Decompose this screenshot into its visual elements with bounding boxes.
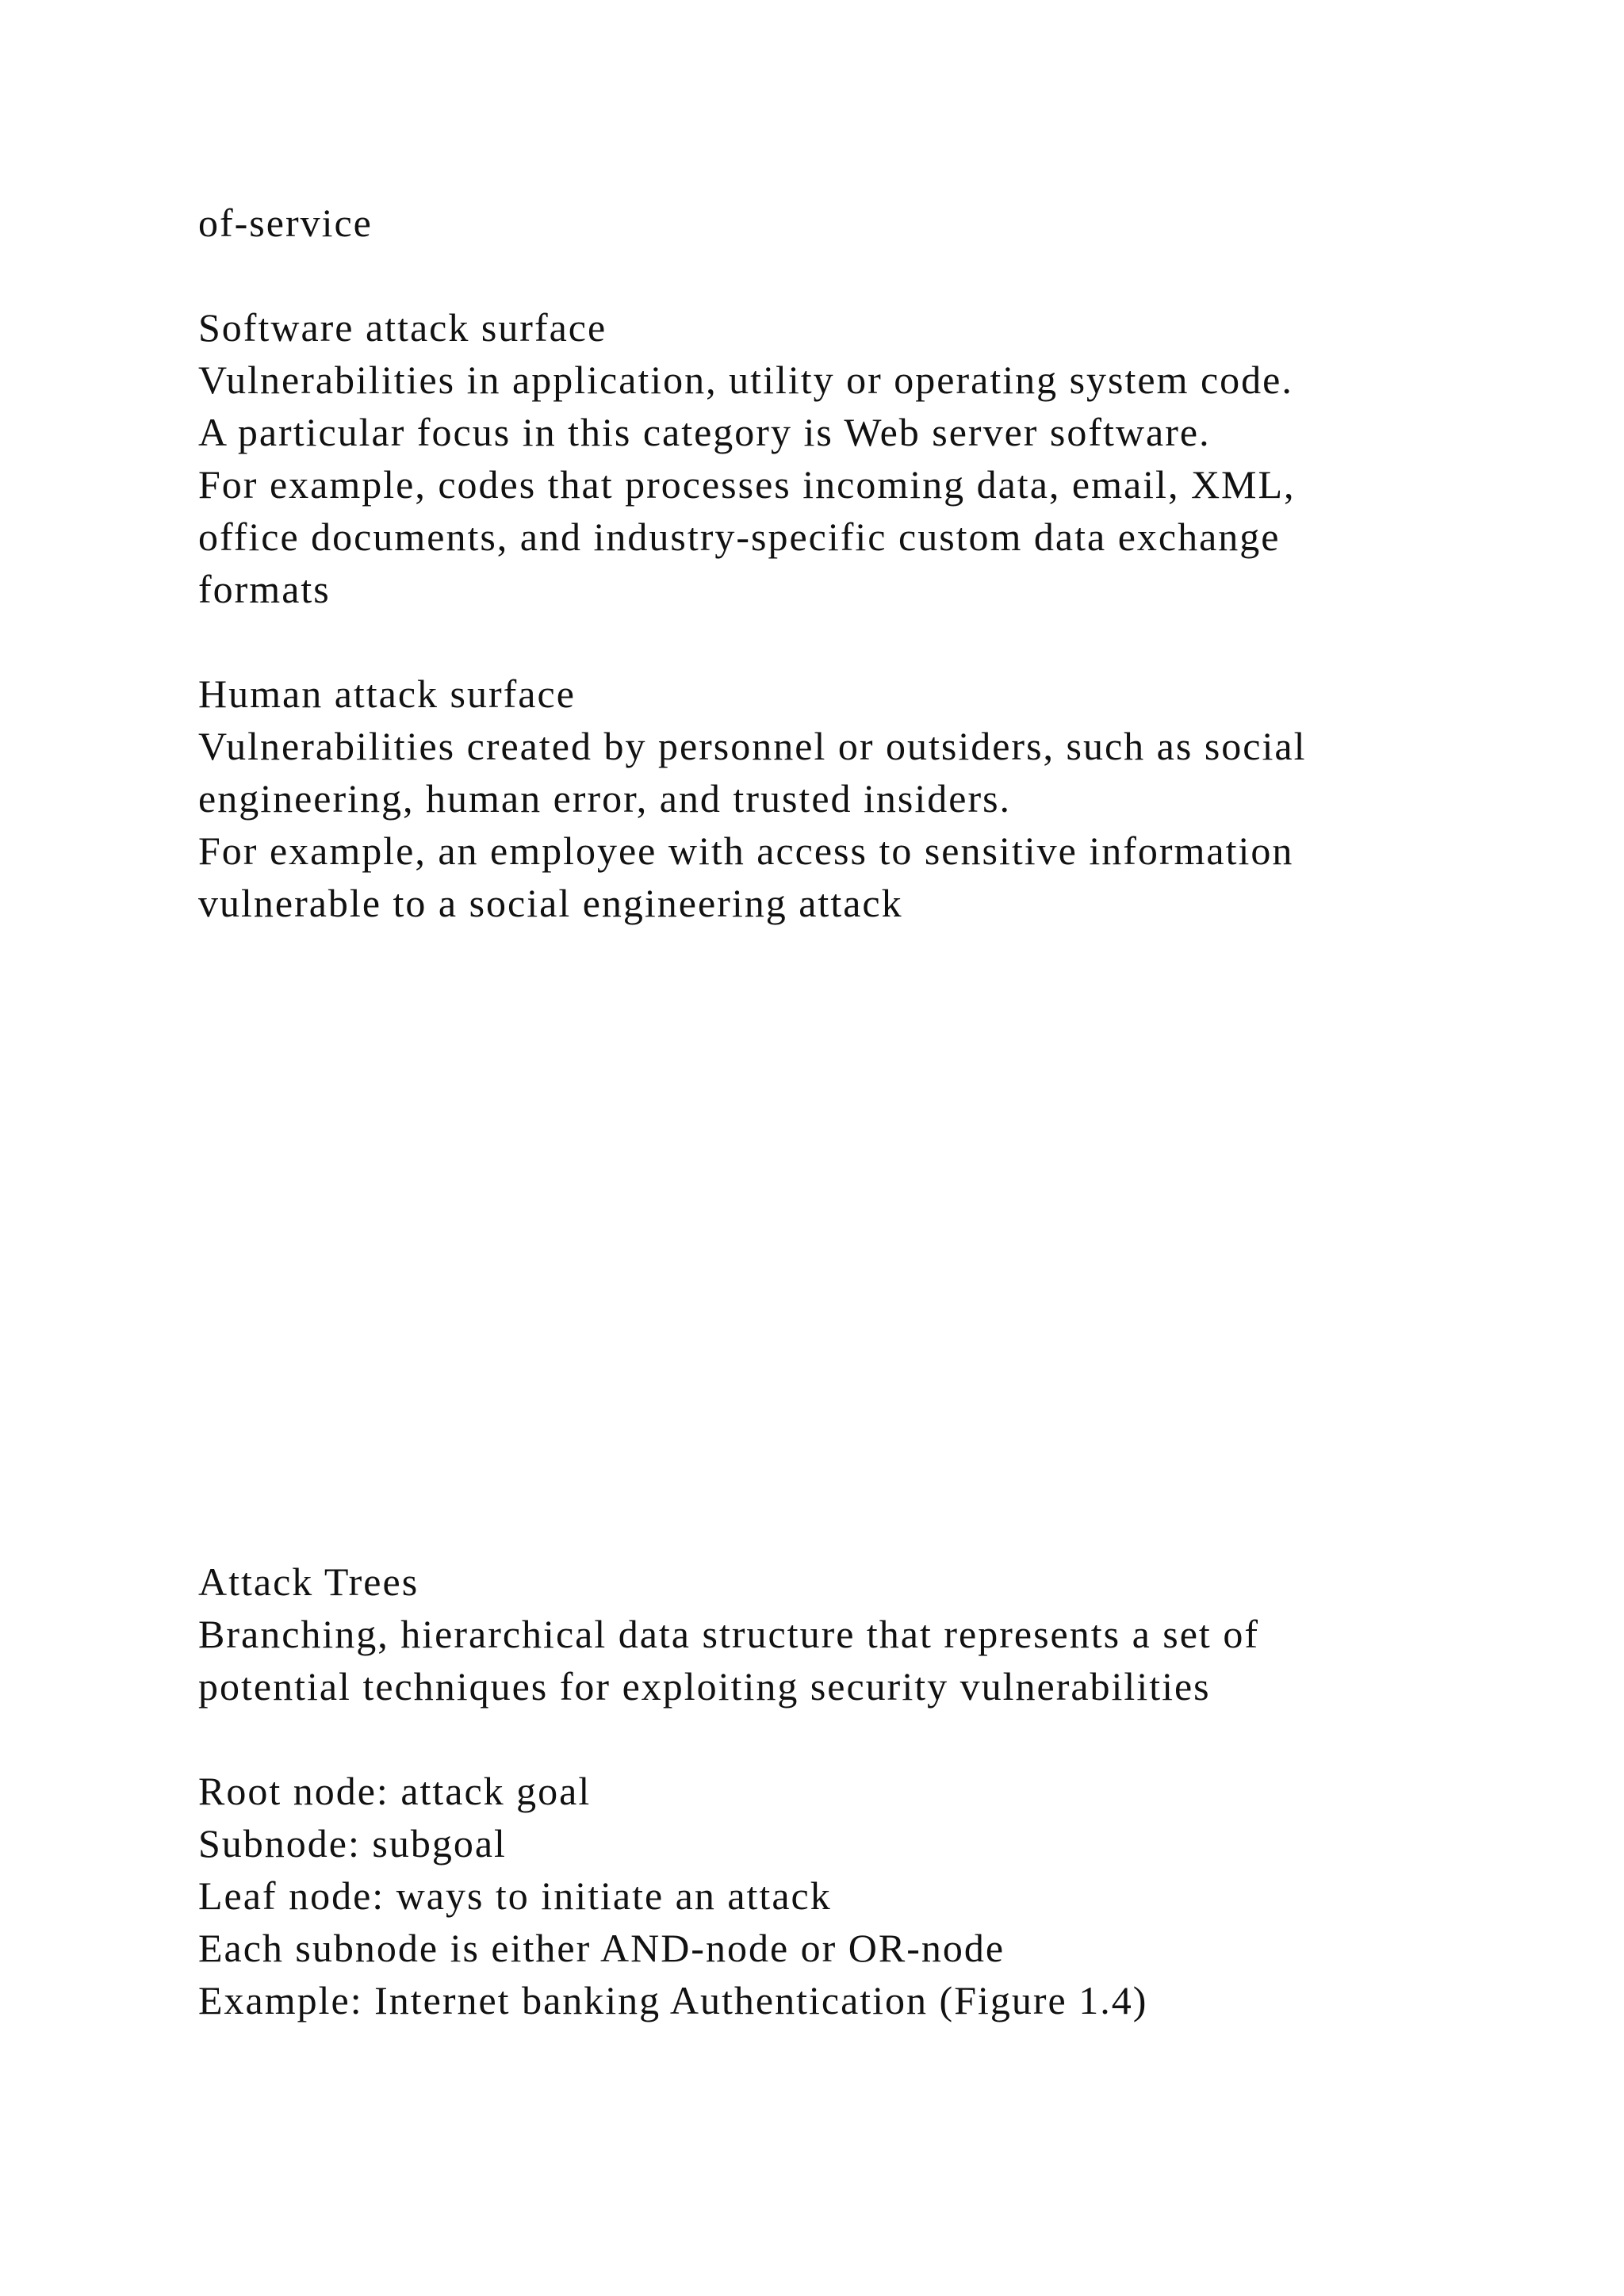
node-definition: Leaf node: ways to initiate an attack: [198, 1873, 832, 1918]
body-line: For example, codes that processes incoming data, email, XML,: [198, 462, 1296, 507]
body-line: Branching, hierarchical data structure that represents a set of: [198, 1612, 1259, 1656]
node-definition: Each subnode is either AND-node or OR-node: [198, 1926, 1005, 1970]
body-line: vulnerable to a social engineering attack: [198, 881, 903, 925]
body-line: office documents, and industry-specific custom data exchange: [198, 515, 1281, 559]
section-heading: Software attack surface: [198, 305, 607, 350]
human-attack-surface-section: [198, 668, 1507, 929]
example-text: Example: Internet banking Authentication (Figure 1.4): [198, 1978, 1148, 2022]
body-line: A particular focus in this category is Web server software.: [198, 410, 1211, 454]
body-line: engineering, human error, and trusted insiders.: [198, 776, 1012, 821]
section-heading: Human attack surface: [198, 672, 576, 716]
example-block: [198, 1974, 1507, 2026]
node-definition: Subnode: subgoal: [198, 1821, 507, 1866]
body-line: potential techniques for exploiting security vulnerabilities: [198, 1664, 1211, 1709]
body-line: Vulnerabilities in application, utility or operating system code.: [198, 358, 1293, 402]
node-definition: Root node: attack goal: [198, 1769, 592, 1813]
section-heading: Attack Trees: [198, 1559, 419, 1604]
body-line: Vulnerabilities created by personnel or outsiders, such as social: [198, 724, 1307, 768]
attack-tree-node-list: [198, 1765, 1507, 1974]
continuation-block: [198, 197, 1507, 249]
attack-trees-section: [198, 1556, 1507, 1712]
body-line: formats: [198, 567, 331, 611]
body-line: For example, an employee with access to sensitive information: [198, 828, 1294, 873]
software-attack-surface-section: [198, 301, 1507, 615]
continuation-text: of-service: [198, 201, 373, 245]
